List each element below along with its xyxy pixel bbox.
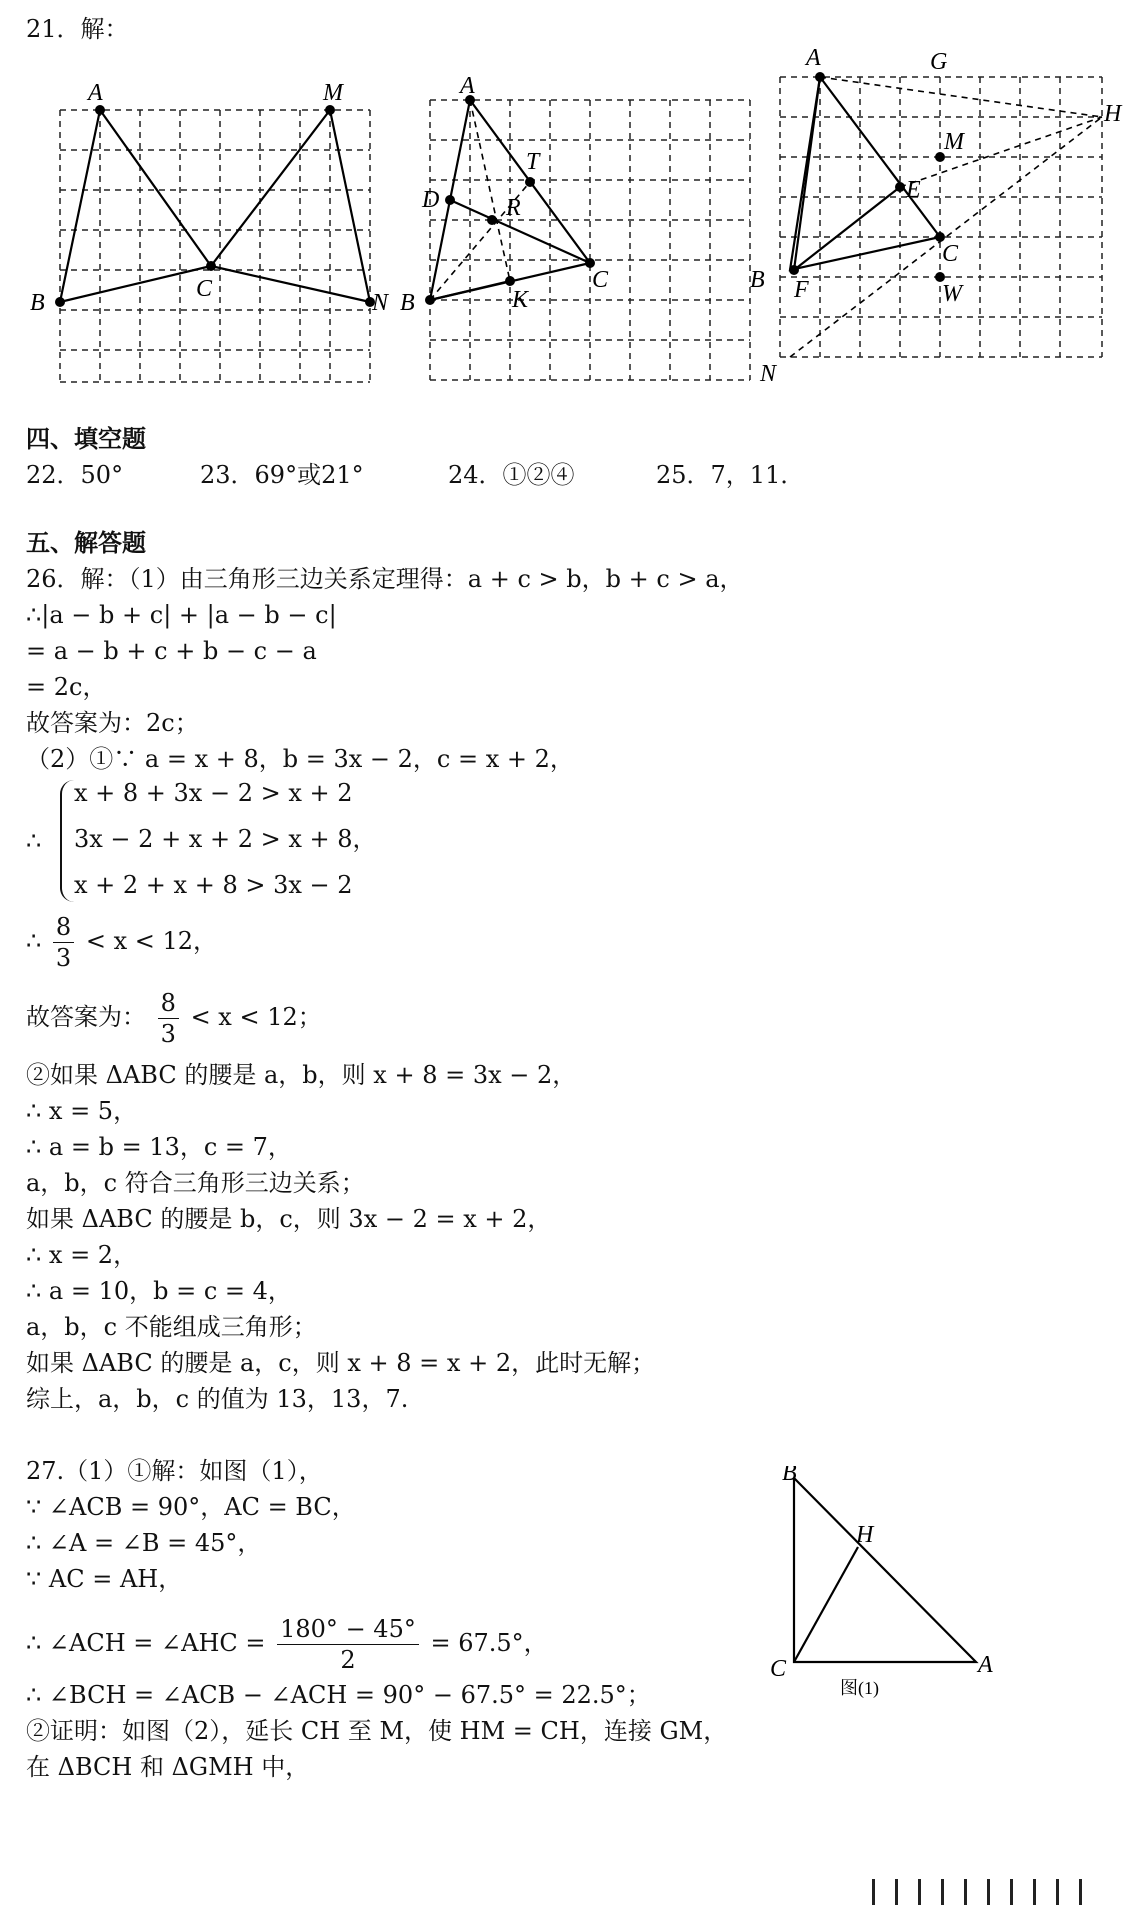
fraction-8-3 (53, 912, 74, 973)
section-5-title: 五、解答题 (26, 529, 146, 557)
inequality-1: x + 8 + 3x − 2 > x + 2 (74, 779, 353, 807)
answer-fraction (158, 988, 179, 1049)
answer-tail: < x < 12； (190, 1003, 322, 1031)
q26-line-3: = a − b + c + b − c − a (26, 637, 317, 665)
q26-line-11: ∴ a = b = 13，c = 7， (26, 1133, 292, 1161)
bar-1 (872, 1879, 895, 1905)
bar-10 (1079, 1879, 1102, 1905)
bar-5 (964, 1879, 987, 1905)
figure-caption: 图(1) (840, 1678, 879, 1698)
answer-25: 25．7，11． (656, 461, 805, 489)
q26-line-15: ∴ a = 10，b = c = 4， (26, 1277, 292, 1305)
q26-line-9: ②如果 ΔABC 的腰是 a，b，则 x + 8 = 3x − 2， (26, 1061, 577, 1089)
fig3-label-H: H (1104, 101, 1122, 127)
q26-line-4: = 2c， (26, 673, 107, 701)
q26-line-14: ∴ x = 2， (26, 1241, 138, 1269)
bottom-toolbar (872, 1877, 1112, 1907)
q26-line-5: 故答案为：2c； (26, 709, 199, 737)
fig1-label-M: M (323, 80, 343, 106)
fraction-denominator: 3 (55, 944, 72, 972)
fraction-numerator: 8 (53, 912, 74, 943)
q26-line-6: （2）①∵ a = x + 8，b = 3x − 2，c = x + 2， (26, 745, 574, 773)
fig3-label-B: B (750, 267, 765, 293)
bar-9 (1056, 1879, 1079, 1905)
fig3-label-W: W (942, 281, 962, 307)
q26-range-line (26, 912, 217, 973)
q27-line-1: 27.（1）①解：如图（1）， (26, 1457, 323, 1485)
figure-21-3 (750, 45, 1130, 395)
q26-line-10: ∴ x = 5， (26, 1097, 138, 1125)
fig3-label-A: A (806, 45, 821, 71)
inequality-system (26, 776, 426, 906)
angle-numerator: 180° − 45° (277, 1614, 419, 1645)
fig27-label-C: C (770, 1656, 787, 1682)
fig2-label-B: B (400, 290, 415, 316)
fig2-label-C: C (592, 267, 609, 293)
q21-label: 21．解： (26, 15, 129, 43)
answer-22: 22．50° (26, 461, 124, 489)
q26-line-17: 如果 ΔABC 的腰是 a，c，则 x + 8 = x + 2，此时无解； (26, 1349, 656, 1377)
q27-line-5 (26, 1614, 548, 1675)
fig3-label-G: G (930, 49, 948, 75)
figure-21-1 (30, 80, 390, 400)
q26-line-18: 综上，a，b，c 的值为 13，13，7. (26, 1385, 409, 1413)
fig1-label-N: N (372, 290, 389, 316)
section-4-title: 四、填空题 (26, 425, 146, 453)
q26-line-16: a，b，c 不能组成三角形； (26, 1313, 317, 1341)
inequality-2: 3x − 2 + x + 2 > x + 8， (74, 825, 377, 853)
q26-line-13: 如果 ΔABC 的腰是 b，c，则 3x − 2 = x + 2， (26, 1205, 552, 1233)
q26-line-1: 26．解：（1）由三角形三边关系定理得：a + c > b，b + c > a， (26, 565, 744, 593)
q27-line-8: 在 ΔBCH 和 ΔGMH 中， (26, 1753, 310, 1781)
q27-line-6: ∴ ∠BCH = ∠ACB − ∠ACH = 90° − 67.5° = 22.5°； (26, 1681, 651, 1709)
fig2-label-D: D (422, 187, 440, 213)
answer-numerator: 8 (158, 988, 179, 1019)
fig27-label-B: B (782, 1466, 797, 1486)
q27-line-2: ∵ ∠ACB = 90°，AC = BC， (26, 1493, 356, 1521)
angle-denominator: 2 (340, 1646, 356, 1674)
bar-6 (987, 1879, 1010, 1905)
answer-24: 24．①②④ (448, 461, 575, 489)
bar-7 (1010, 1879, 1033, 1905)
fig1-label-A: A (88, 80, 103, 106)
bar-8 (1033, 1879, 1056, 1905)
fig3-label-E: E (906, 177, 921, 203)
q26-line-2: ∴|a − b + c| + |a − b − c| (26, 601, 337, 629)
fig3-label-F: F (794, 277, 809, 303)
fig27-label-A: A (978, 1652, 993, 1678)
bar-3 (918, 1879, 941, 1905)
q26-answer-line (26, 988, 322, 1049)
fig2-label-A: A (460, 75, 475, 99)
fig1-label-B: B (30, 290, 45, 316)
fig27-label-H: H (856, 1522, 874, 1548)
q26-line-12: a，b，c 符合三角形三边关系； (26, 1169, 365, 1197)
fig3-label-N: N (760, 361, 777, 387)
inequality-3: x + 2 + x + 8 > 3x − 2 (74, 871, 353, 899)
fig2-label-K: K (512, 287, 529, 313)
fig2-label-T: T (526, 149, 540, 175)
answer-denominator: 3 (160, 1020, 176, 1048)
fig2-label-R: R (506, 195, 521, 221)
range-tail: < x < 12， (85, 927, 218, 955)
fig1-label-C: C (196, 276, 213, 302)
angle-equation-prefix: ∴ ∠ACH = ∠AHC = (26, 1629, 266, 1657)
bar-4 (941, 1879, 964, 1905)
answer-23: 23．69°或21° (200, 461, 364, 489)
q27-line-4: ∵ AC = AH， (26, 1565, 183, 1593)
figure-21-2 (400, 75, 760, 395)
system-therefore: ∴ (26, 827, 42, 855)
angle-fraction (277, 1614, 419, 1675)
range-therefore: ∴ (26, 927, 42, 955)
answer-prefix: 故答案为： (26, 1003, 146, 1031)
q27-line-3: ∴ ∠A = ∠B = 45°， (26, 1529, 262, 1557)
fig3-label-M: M (944, 129, 964, 155)
bar-2 (895, 1879, 918, 1905)
q27-line-7: ②证明：如图（2），延长 CH 至 M，使 HM = CH，连接 GM， (26, 1717, 728, 1745)
figure-27-1 (770, 1466, 1010, 1706)
fig3-label-C: C (942, 241, 959, 267)
angle-equation-tail: = 67.5°， (430, 1629, 548, 1657)
